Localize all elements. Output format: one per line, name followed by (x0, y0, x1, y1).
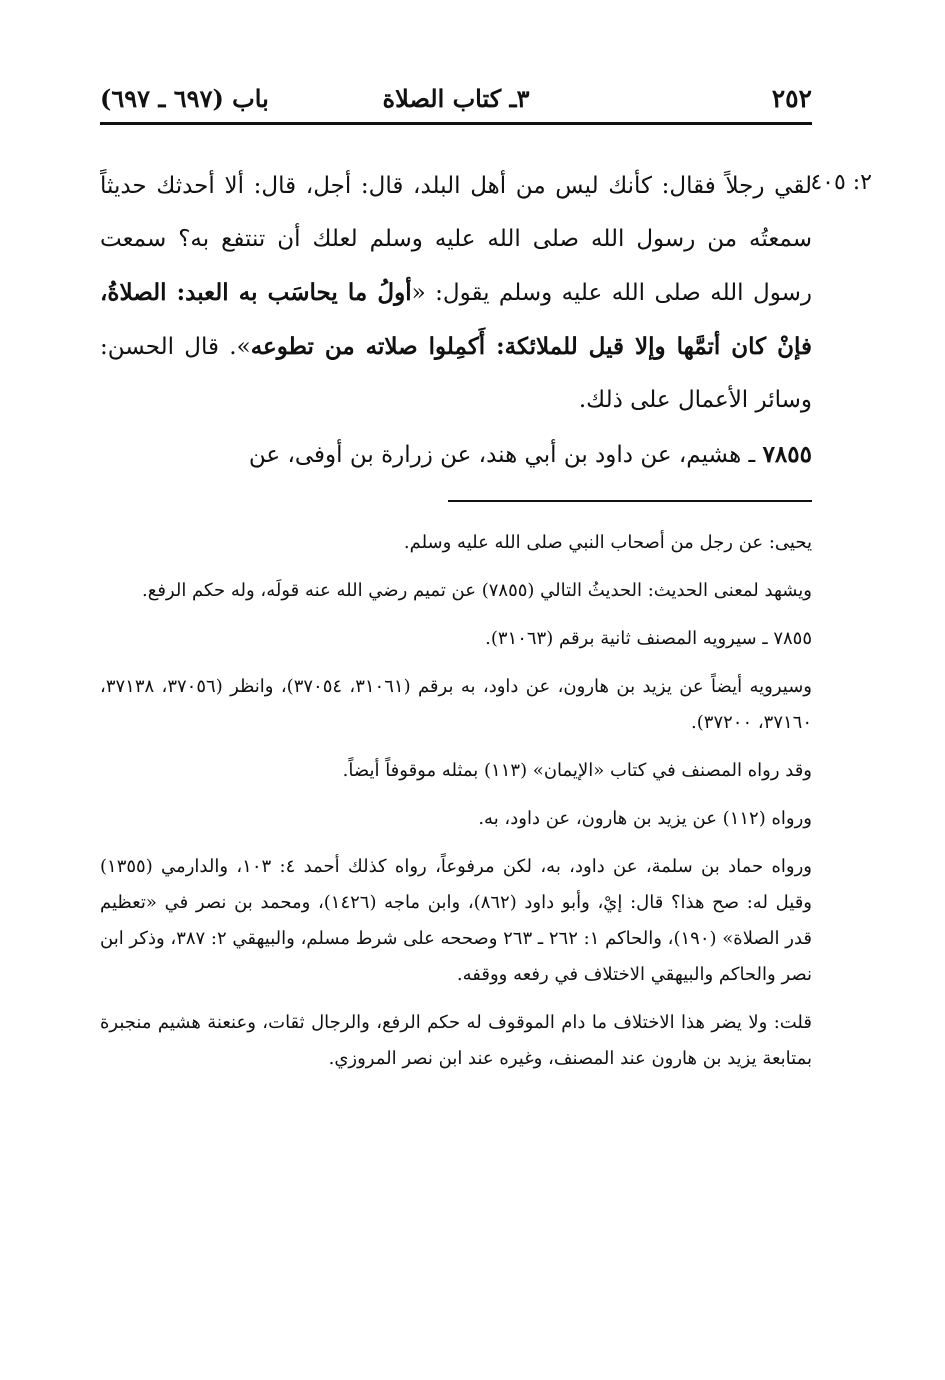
narration-paragraph (100, 160, 812, 427)
book-title: ٣ـ كتاب الصلاة (382, 84, 530, 113)
hadith-entry (100, 428, 812, 482)
hadith-reference-number: ٢: ٤٠٥ (810, 170, 872, 195)
hadith-number: ٧٨٥٥ (762, 441, 812, 468)
narration-text: لقي رجلاً فقال: كأنك ليس من أهل البلد، قال: أجل، قال: ألا أحدثك حديثاً سمعتُه من رسول الله صلى الله عليه وسلم لعلك أن تنتفع به؟ سمعت رسول الله صلى الله عليه وسلم يقول: « (100, 173, 812, 306)
footnote-line: ٧٨٥٥ ـ سيرويه المصنف ثانية برقم (٣١٠٦٣). (485, 628, 812, 649)
header-divider (100, 122, 812, 125)
chapter-title: باب (٦٩٧ ـ ٦٩٧) (100, 84, 269, 113)
hadith-chain: ـ هشيم، عن داود بن أبي هند، عن زرارة بن أوفى، عن (248, 442, 763, 468)
hadith-quote: أولُ ما يحاسَب به العبد: الصلاةُ، فإنْ كان أتمَّها وإلا قيل للملائكة: أَكمِلوا صلاته من تطوعه (100, 279, 812, 360)
footnote-line: ويشهد لمعنى الحديث: الحديثُ التالي (٧٨٥٥) عن تميم رضي الله عنه قولَه، وله حكم الرفع. (142, 580, 812, 601)
footnote-line: ورواه (١١٢) عن يزيد بن هارون، عن داود، به. (478, 808, 812, 829)
footnote-divider (448, 500, 812, 502)
main-text (100, 160, 812, 427)
footnote-line: قلت: ولا يضر هذا الاختلاف ما دام الموقوف له حكم الرفع، والرجال ثقات، وعنعنة هشيم منجبرة بمتابعة يزيد بن هارون عند المصنف، وغيره عند ابن نصر المروزي. (100, 1012, 812, 1069)
page-number: ٢٥٢ (771, 84, 812, 113)
footnote-line: ورواه حماد بن سلمة، عن داود، به، لكن مرفوعاً، رواه كذلك أحمد ٤: ١٠٣، والدارمي (١٣٥٥) وقيل له: صح هذا؟ قال: إيْ، وأبو داود (٨٦٢)، وابن ماجه (١٤٢٦)، ومحمد بن نصر في «تعظيم قدر الصلاة» (١٩٠)، والحاكم ١: ٢٦٢ ـ ٢٦٣ وصححه على شرط مسلم، والبيهقي ٢: ٣٨٧، وذكر ابن نصر والحاكم والبيهقي الاختلاف في رفعه ووقفه. (100, 856, 812, 985)
footnotes-section (100, 525, 812, 1089)
footnote-line: يحيى: عن رجل من أصحاب النبي صلى الله عليه وسلم. (403, 532, 812, 553)
footnote-line: وسيرويه أيضاً عن يزيد بن هارون، عن داود، به برقم (٣١٠٦١، ٣٧٠٥٤)، وانظر (٣٧٠٥٦، ٣٧١٣٨، ٣٧١٦٠، ٣٧٢٠٠). (100, 676, 812, 733)
narration-ending: ». قال الحسن: وسائر الأعمال على ذلك. (100, 334, 812, 413)
page-header (100, 80, 812, 124)
footnote-line: وقد رواه المصنف في كتاب «الإيمان» (١١٣) بمثله موقوفاً أيضاً. (342, 760, 812, 781)
